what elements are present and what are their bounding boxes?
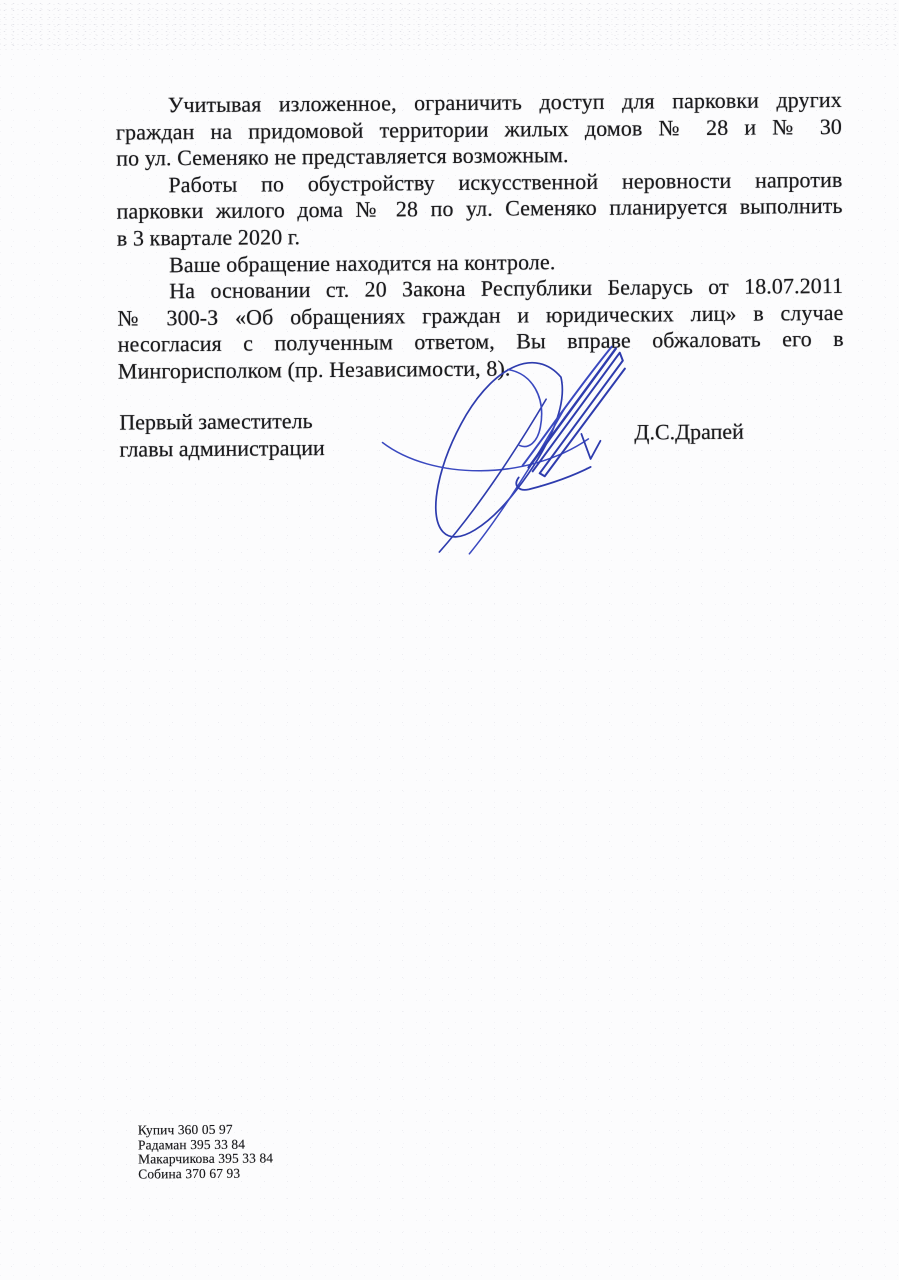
body-line: № 300-З «Об обращениях граждан и юридических лиц» в случае — [117, 299, 844, 331]
body-line: Ваше обращение находится на контроле. — [168, 248, 556, 277]
footer-contact: Собина 370 67 93 — [138, 1165, 241, 1181]
body-line: в 3 квартале 2020 г. — [116, 224, 301, 251]
body-line: Работы по обустройству искусственной неровности напротив — [168, 166, 843, 197]
footer-contact: Радаман 395 33 84 — [137, 1136, 246, 1152]
body-line: На основании ст. 20 Закона Республики Беларусь от 18.07.2011 — [169, 273, 844, 304]
body-line: граждан на придомовой территории жилых домов № 28 и № 30 — [115, 113, 843, 145]
footer-contacts — [138, 1122, 274, 1181]
paragraph — [116, 167, 843, 252]
body-line: несогласия с полученным ответом, Вы вправе обжаловать его в — [117, 326, 844, 357]
signatory-title — [119, 407, 325, 463]
body-line: по ул. Семеняко не представляется возможным. — [116, 142, 569, 171]
body-line: парковки жилого дома № 28 по ул. Семеняко планируется выполнить — [116, 193, 843, 224]
body-line: Учитывая изложенное, ограничить доступ для парковки других — [167, 86, 842, 118]
signatory-title-line: главы администрации — [119, 434, 325, 462]
handwritten-signature-ink — [376, 338, 678, 555]
signatory-name: Д.С.Драпей — [634, 418, 744, 445]
footer-contact: Купич 360 05 97 — [137, 1121, 233, 1138]
footer-contact: Макарчикова 395 33 84 — [138, 1150, 274, 1167]
signatory-title-line: Первый заместитель — [119, 408, 313, 435]
body-line: Мингорисполком (пр. Независимости, 8). — [117, 355, 511, 384]
paragraph — [116, 87, 843, 172]
